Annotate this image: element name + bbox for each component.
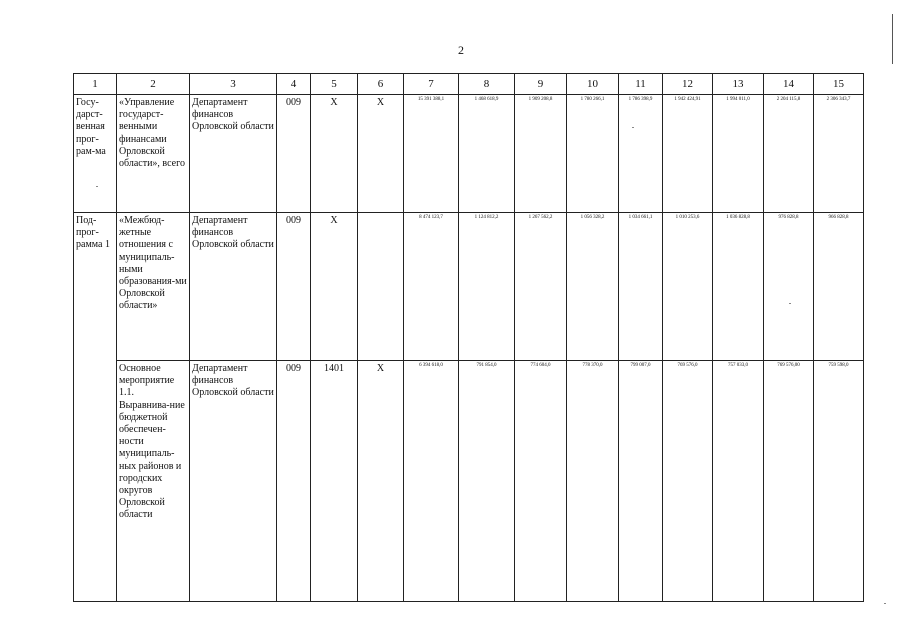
program-name-cell: «Управление государст-венными финансами Орловской области», всего xyxy=(117,95,190,213)
value-cell: 769 576,00 xyxy=(764,361,814,602)
value-cell: 759 598,0 xyxy=(814,361,864,602)
value-cell: 1 267 562,2 xyxy=(515,213,567,361)
column-header: 12 xyxy=(663,74,713,95)
value-cell: 1 010 253,6 xyxy=(663,213,713,361)
grbs-cell: 009 xyxy=(277,361,311,602)
budget-table xyxy=(73,73,864,602)
value-cell: 799 007,0 xyxy=(619,361,663,602)
value-cell: 774 604,0 xyxy=(515,361,567,602)
executor-cell: Департамент финансов Орловской области xyxy=(190,95,277,213)
value-cell: 778 370,0 xyxy=(567,361,619,602)
scan-speck xyxy=(884,603,886,604)
value-cell: 1 036 828,8 xyxy=(713,213,764,361)
column-header: 5 xyxy=(311,74,358,95)
column-header: 10 xyxy=(567,74,619,95)
value-cell: 2 204 115,8 xyxy=(764,95,814,213)
value-cell: 757 033,0 xyxy=(713,361,764,602)
header-row xyxy=(74,74,864,95)
executor-cell: Департамент финансов Орловской области xyxy=(190,361,277,602)
column-header: 8 xyxy=(459,74,515,95)
column-header: 13 xyxy=(713,74,764,95)
code-cell: 1401 xyxy=(311,361,358,602)
value-cell: 1 124 812,2 xyxy=(459,213,515,361)
value-cell: 791 854,0 xyxy=(459,361,515,602)
table-row xyxy=(74,95,864,213)
column-header: 11 xyxy=(619,74,663,95)
scan-speck xyxy=(789,303,791,304)
column-header: 15 xyxy=(814,74,864,95)
value-cell: 769 576,0 xyxy=(663,361,713,602)
program-name-cell: «Межбюд-жетные отношения с муниципаль-ными образования-ми Орловской области» xyxy=(117,213,190,361)
column-header: 1 xyxy=(74,74,117,95)
column-header: 6 xyxy=(358,74,404,95)
table-row xyxy=(74,213,864,361)
executor-cell: Департамент финансов Орловской области xyxy=(190,213,277,361)
page-number: 2 xyxy=(458,43,464,57)
grbs-cell: 009 xyxy=(277,95,311,213)
value-cell: 1 786 398,9 xyxy=(619,95,663,213)
vr-cell xyxy=(358,213,404,361)
column-header: 2 xyxy=(117,74,190,95)
value-cell: 1 780 266,1 xyxy=(567,95,619,213)
program-name-cell: Основное мероприятие 1.1. Выравнива-ние бюджетной обеспечен-ности муниципаль-ных районов и городских округов Орловской области xyxy=(117,361,190,602)
value-cell: 8 474 123,7 xyxy=(404,213,459,361)
value-cell: 6 394 618,0 xyxy=(404,361,459,602)
value-cell: 1 942 424,91 xyxy=(663,95,713,213)
value-cell: 2 306 343,7 xyxy=(814,95,864,213)
scan-speck xyxy=(632,127,634,128)
value-cell: 15 391 388,1 xyxy=(404,95,459,213)
value-cell: 1 994 011,0 xyxy=(713,95,764,213)
value-cell: 976 828,8 xyxy=(764,213,814,361)
value-cell: 1 056 328,2 xyxy=(567,213,619,361)
value-cell: 1 909 208,8 xyxy=(515,95,567,213)
column-header: 7 xyxy=(404,74,459,95)
code-cell: Х xyxy=(311,95,358,213)
value-cell: 966 828,8 xyxy=(814,213,864,361)
value-cell: 1 468 618,9 xyxy=(459,95,515,213)
vr-cell: Х xyxy=(358,95,404,213)
code-cell: Х xyxy=(311,213,358,361)
column-header: 4 xyxy=(277,74,311,95)
column-header: 3 xyxy=(190,74,277,95)
scan-speck xyxy=(96,186,98,187)
column-header: 14 xyxy=(764,74,814,95)
column-header: 9 xyxy=(515,74,567,95)
status-cell: Под-прог-рамма 1 xyxy=(74,213,117,602)
grbs-cell: 009 xyxy=(277,213,311,361)
vr-cell: Х xyxy=(358,361,404,602)
margin-line xyxy=(892,14,893,64)
value-cell: 1 034 661,1 xyxy=(619,213,663,361)
table-row xyxy=(74,361,864,602)
status-cell: Госу-дарст-венная прог-рам-ма xyxy=(74,95,117,213)
